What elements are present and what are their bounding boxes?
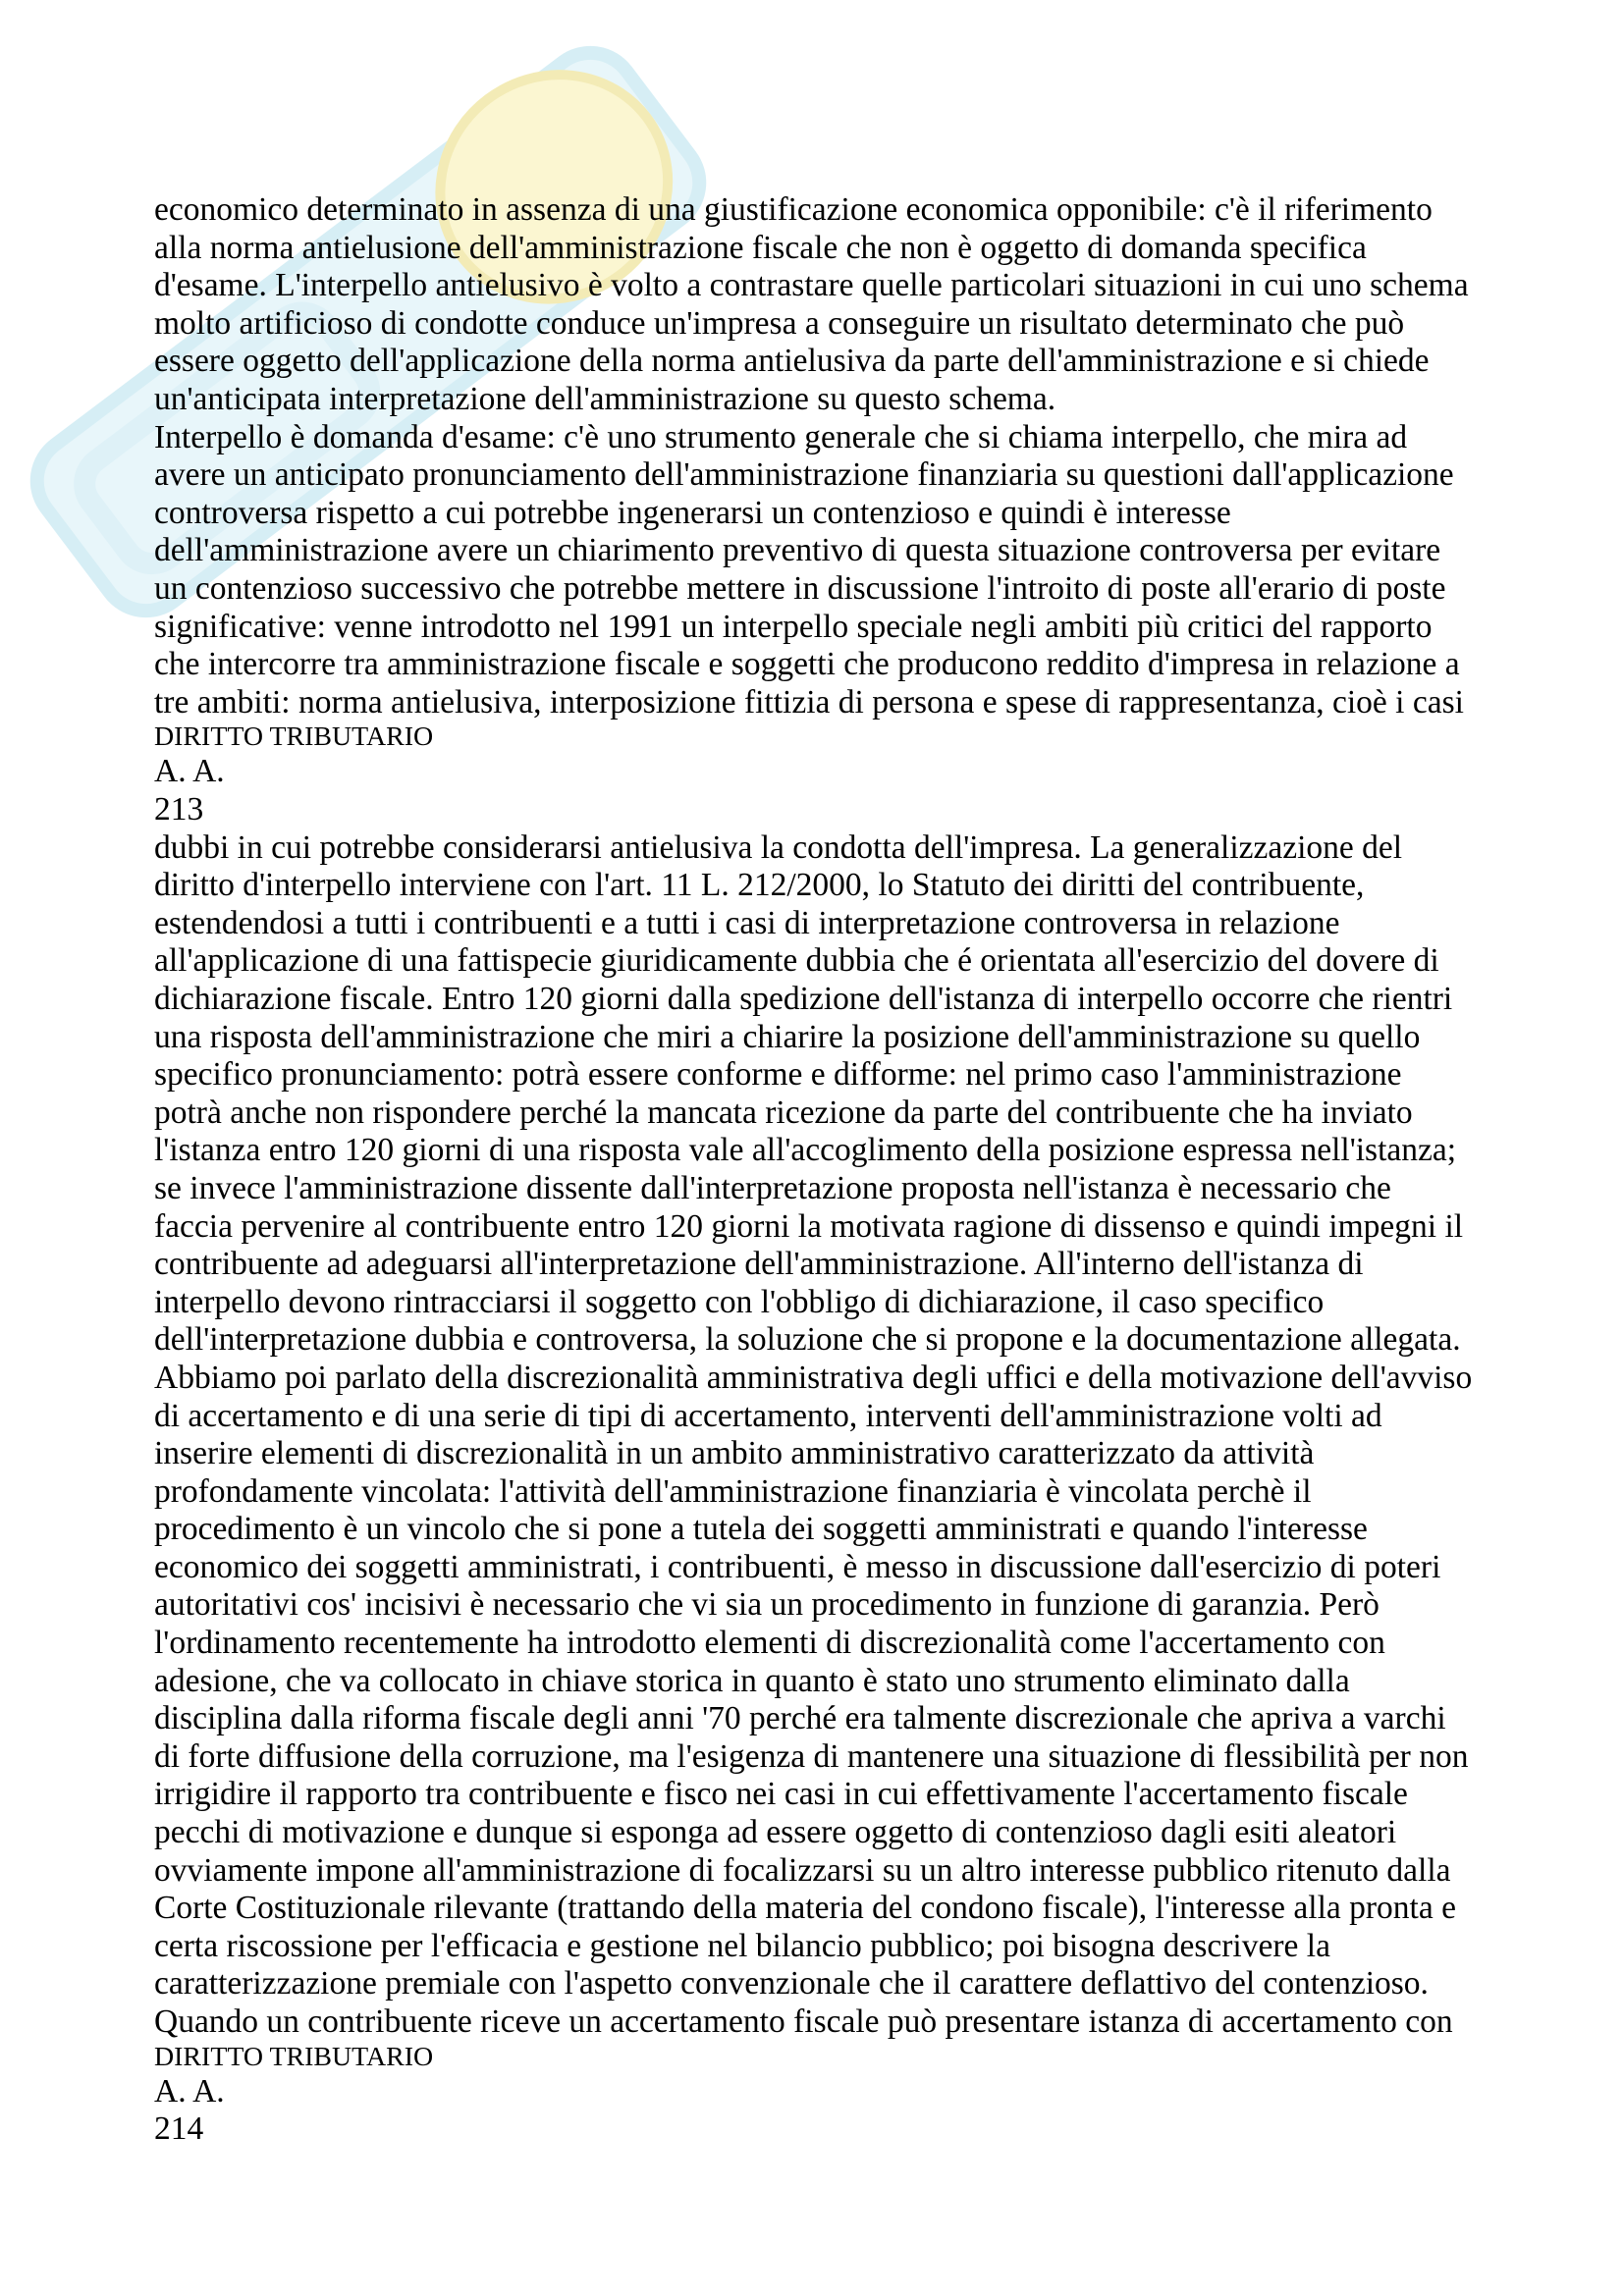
text-line: d'esame. L'interpello antielusivo è volto a contrastare quelle particolari situazioni in cui uno schema [154,267,1469,304]
text-line: caratterizzazione premiale con l'aspetto convenzionale che il carattere deflattivo del contenzioso. [154,1965,1429,2002]
text-line: interpello devono rintracciarsi il soggetto con l'obbligo di dichiarazione, il caso specifico [154,1283,1325,1320]
page-214-footer [154,2042,1568,2149]
document-text [154,191,1568,2149]
text-line: alla norma antielusione dell'amministrazione fiscale che non è oggetto di domanda specifica [154,229,1367,266]
footer-academic-year: A. A. [154,753,225,790]
text-line: pecchi di motivazione e dunque si esponga ad essere oggetto di contenzioso dagli esiti aleatori [154,1814,1397,1851]
text-line: Interpello è domanda d'esame: c'è uno strumento generale che si chiama interpello, che mira ad [154,418,1408,455]
text-line: dubbi in cui potrebbe considerarsi antielusiva la condotta dell'impresa. La generalizzazione del [154,828,1403,866]
text-line: tre ambiti: norma antielusiva, interposizione fittizia di persona e spese di rappresentanza, cioè i casi [154,683,1464,721]
text-line: di forte diffusione della corruzione, ma l'esigenza di mantenere una situazione di flessibilità per non [154,1737,1469,1775]
text-line: Abbiamo poi parlato della discrezionalità amministrativa degli uffici e della motivazione dell'avviso [154,1359,1473,1396]
text-line: economico dei soggetti amministrati, i contribuenti, è messo in discussione dall'esercizio di poteri [154,1548,1441,1585]
text-line: se invece l'amministrazione dissente dall'interpretazione proposta nell'istanza è necessario che [154,1169,1391,1206]
text-line: un'anticipata interpretazione dell'amministrazione su questo schema. [154,380,1056,417]
text-line: dichiarazione fiscale. Entro 120 giorni dalla spedizione dell'istanza di interpello occorre che rientri [154,980,1453,1017]
page-number: 213 [154,791,204,828]
text-line: economico determinato in assenza di una giustificazione economica opponibile: c'è il riferimento [154,191,1433,228]
footer-course-label: DIRITTO TRIBUTARIO [154,2041,434,2072]
text-line: controversa rispetto a cui potrebbe ingenerarsi un contenzioso e quindi è interesse [154,494,1231,531]
text-line: molto artificioso di condotte conduce un'impresa a conseguire un risultato determinato che può [154,304,1405,342]
text-line: contribuente ad adeguarsi all'interpretazione dell'amministrazione. All'interno dell'istanza di [154,1246,1364,1283]
text-line: diritto d'interpello interviene con l'art. 11 L. 212/2000, lo Statuto dei diritti del contribuente, [154,867,1365,904]
text-line: che intercorre tra amministrazione fiscale e soggetti che producono reddito d'impresa in relazione a [154,646,1460,683]
text-line: un contenzioso successivo che potrebbe mettere in discussione l'introito di poste all'erario di poste [154,569,1446,607]
text-line: faccia pervenire al contribuente entro 120 giorni la motivata ragione di dissenso e quindi impegni il [154,1207,1464,1245]
text-line: profondamente vincolata: l'attività dell'amministrazione finanziaria è vincolata perchè il [154,1472,1312,1510]
text-line: specifico pronunciamento: potrà essere conforme e difforme: nel primo caso l'amministrazione [154,1056,1402,1094]
text-line: l'ordinamento recentemente ha introdotto elementi di discrezionalità come l'accertamento con [154,1625,1385,1662]
page-number: 214 [154,2110,204,2148]
text-line: dell'interpretazione dubbia e controversa, la soluzione che si propone e la documentazione allegata. [154,1321,1461,1359]
text-line: l'istanza entro 120 giorni di una risposta vale all'accoglimento della posizione espressa nell'istanza; [154,1132,1457,1169]
text-line: irrigidire il rapporto tra contribuente e fisco nei casi in cui effettivamente l'accertamento fiscale [154,1776,1408,1813]
text-line: significative: venne introdotto nel 1991 un interpello speciale negli ambiti più critici del rapporto [154,608,1433,645]
footer-course-label: DIRITTO TRIBUTARIO [154,721,434,753]
text-line: Quando un contribuente riceve un accertamento fiscale può presentare istanza di accertamento con [154,2003,1453,2040]
text-line: autoritativi cos' incisivi è necessario che vi sia un procedimento in funzione di garanzia. Però [154,1586,1380,1624]
text-line: procedimento è un vincolo che si pone a tutela dei soggetti amministrati e quando l'interesse [154,1511,1368,1548]
page-213-footer [154,721,1568,828]
text-line: di accertamento e di una serie di tipi di accertamento, interventi dell'amministrazione volti ad [154,1397,1382,1434]
text-line: avere un anticipato pronunciamento dell'amministrazione finanziaria su questioni dall'applicazione [154,456,1454,494]
footer-academic-year: A. A. [154,2072,225,2109]
text-line: disciplina dalla riforma fiscale degli anni '70 perché era talmente discrezionale che apriva a varchi [154,1700,1446,1737]
text-line: adesione, che va collocato in chiave storica in quanto è stato uno strumento eliminato dalla [154,1662,1350,1699]
page-213-text [154,191,1568,721]
text-line: all'applicazione di una fattispecie giuridicamente dubbia che é orientata all'esercizio del dovere di [154,942,1439,980]
text-line: estendendosi a tutti i contribuenti e a tutti i casi di interpretazione controversa in relazione [154,904,1340,941]
text-line: certa riscossione per l'efficacia e gestione nel bilancio pubblico; poi bisogna descrivere la [154,1927,1330,1964]
text-line: potrà anche non rispondere perché la mancata ricezione da parte del contribuente che ha inviato [154,1094,1413,1131]
text-line: dell'amministrazione avere un chiarimento preventivo di questa situazione controversa per evitare [154,532,1441,569]
text-line: ovviamente impone all'amministrazione di focalizzarsi su un altro interesse pubblico ritenuto dalla [154,1851,1451,1889]
text-line: Corte Costituzionale rilevante (trattando della materia del condono fiscale), l'interesse alla pronta e [154,1890,1456,1927]
text-line: una risposta dell'amministrazione che miri a chiarire la posizione dell'amministrazione su quello [154,1018,1421,1055]
text-line: inserire elementi di discrezionalità in un ambito amministrativo caratterizzato da attività [154,1435,1315,1472]
page-214-text [154,829,1568,2042]
text-line: essere oggetto dell'applicazione della norma antielusiva da parte dell'amministrazione e si chiede [154,343,1430,380]
